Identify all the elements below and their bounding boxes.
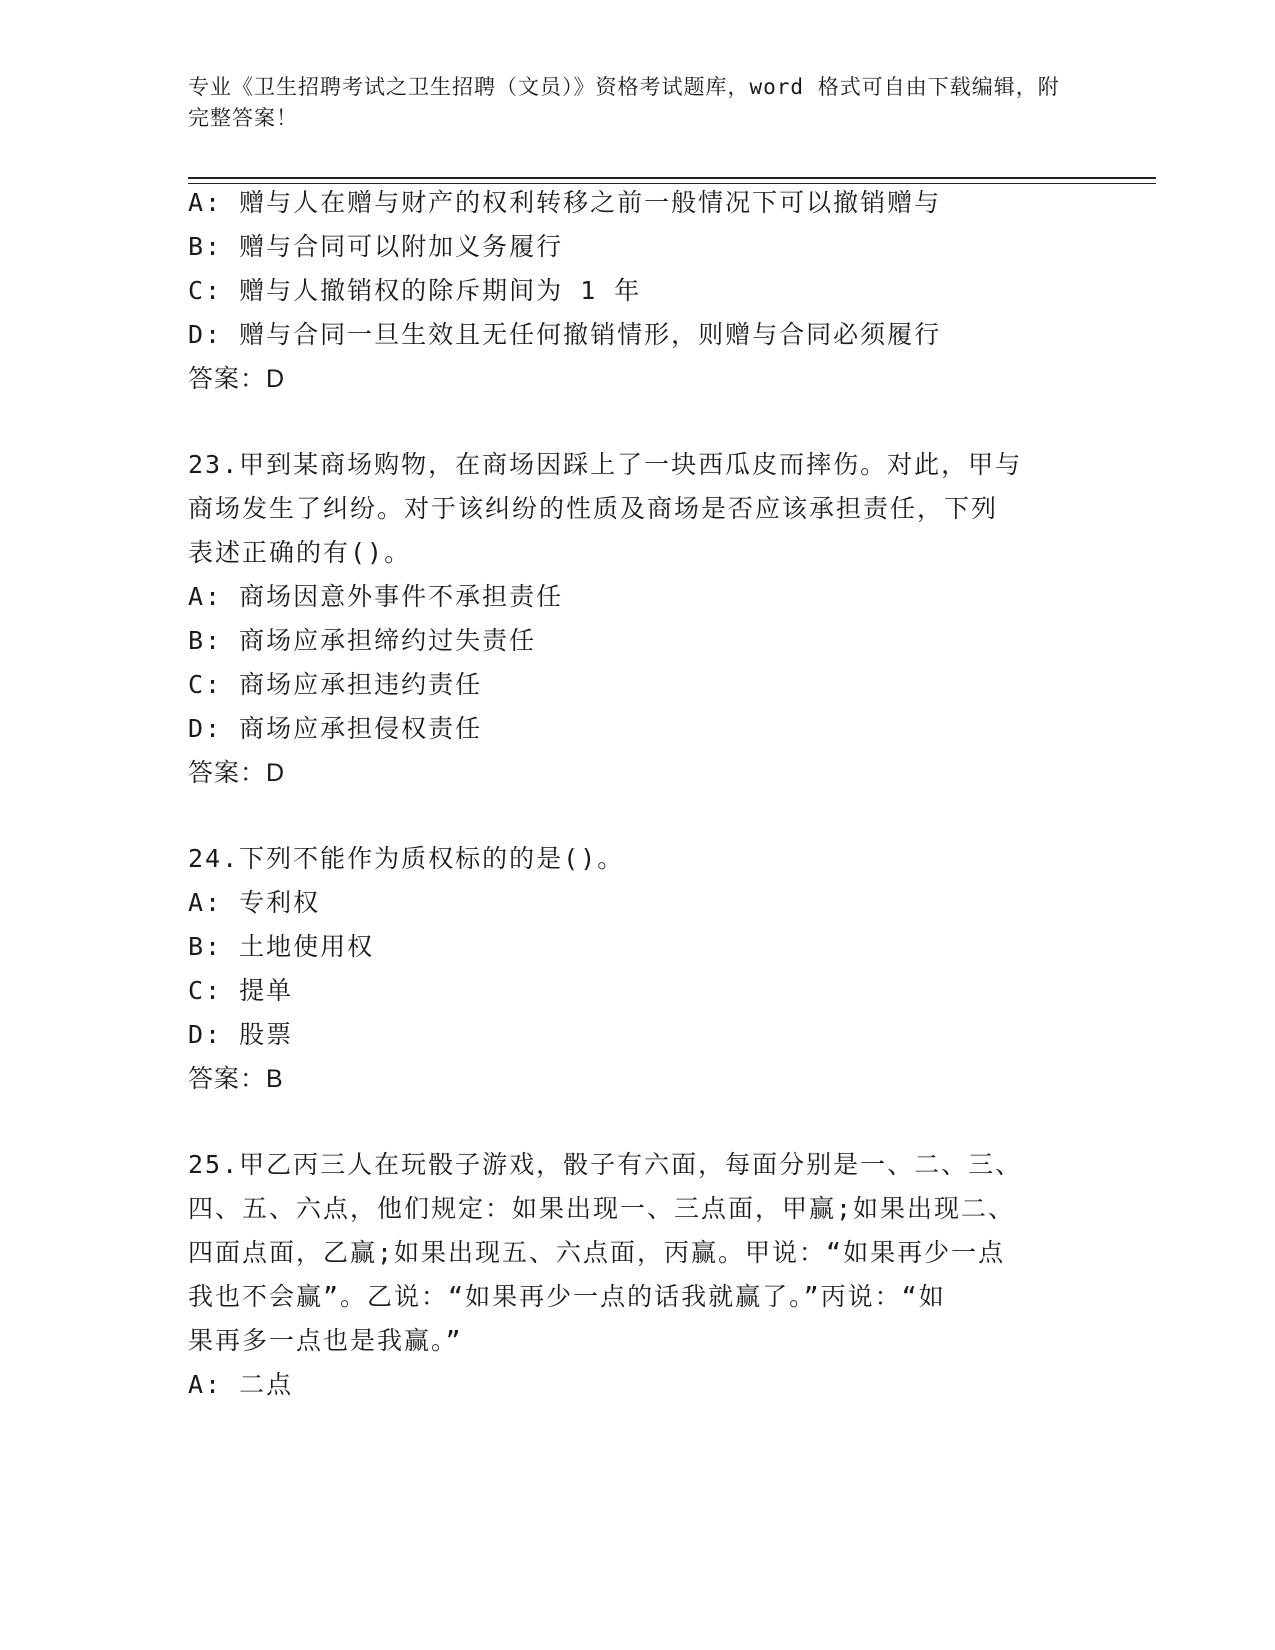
q24-answer: 答案：B xyxy=(188,1065,284,1093)
document-header: 专业《卫生招聘考试之卫生招聘（文员）》资格考试题库，word 格式可自由下载编辑，附完整答案！ xyxy=(188,75,1060,130)
q23-option-a: A: 商场因意外事件不承担责任 xyxy=(188,582,564,611)
q25-stem-line-2: 四、五、六点，他们规定：如果出现一、三点面，甲赢;如果出现二、 xyxy=(188,1194,1016,1223)
header-divider-thick xyxy=(188,177,1156,179)
q23-stem-line-2: 商场发生了纠纷。对于该纠纷的性质及商场是否应该承担责任，下列 xyxy=(188,494,999,523)
q24-option-b: B: 土地使用权 xyxy=(188,932,375,961)
q24-option-d: D: 股票 xyxy=(188,1020,294,1049)
header-divider-thin xyxy=(188,183,1156,184)
q25-stem-line-5: 果再多一点也是我赢。” xyxy=(188,1326,463,1355)
q23-answer: 答案：D xyxy=(188,759,286,787)
q22-answer: 答案：D xyxy=(188,365,286,393)
q22-option-a: A: 赠与人在赠与财产的权利转移之前一般情况下可以撤销赠与 xyxy=(188,188,942,217)
q24-stem-line-1: 24.下列不能作为质权标的的是()。 xyxy=(188,844,625,873)
q25-stem-line-4: 我也不会赢”。乙说：“如果再少一点的话我就赢了。”丙说：“如 xyxy=(188,1282,946,1311)
q24-option-a: A: 专利权 xyxy=(188,888,321,917)
q25-option-a: A: 二点 xyxy=(188,1370,294,1399)
q23-option-c: C: 商场应承担违约责任 xyxy=(188,670,483,699)
q22-option-c: C: 赠与人撤销权的除斥期间为 1 年 xyxy=(188,276,642,305)
q25-stem-line-3: 四面点面，乙赢;如果出现五、六点面，丙赢。甲说：“如果再少一点 xyxy=(188,1238,1006,1267)
q25-stem-line-1: 25.甲乙丙三人在玩骰子游戏，骰子有六面，每面分别是一、二、三、 xyxy=(188,1150,1023,1179)
q23-stem-line-3: 表述正确的有()。 xyxy=(188,538,412,567)
q23-option-b: B: 商场应承担缔约过失责任 xyxy=(188,626,537,655)
q23-stem-line-1: 23.甲到某商场购物，在商场因踩上了一块西瓜皮而摔伤。对此，甲与 xyxy=(188,450,1023,479)
q22-option-b: B: 赠与合同可以附加义务履行 xyxy=(188,232,564,261)
q24-option-c: C: 提单 xyxy=(188,976,294,1005)
q22-option-d: D: 赠与合同一旦生效且无任何撤销情形，则赠与合同必须履行 xyxy=(188,320,942,349)
q23-option-d: D: 商场应承担侵权责任 xyxy=(188,714,483,743)
